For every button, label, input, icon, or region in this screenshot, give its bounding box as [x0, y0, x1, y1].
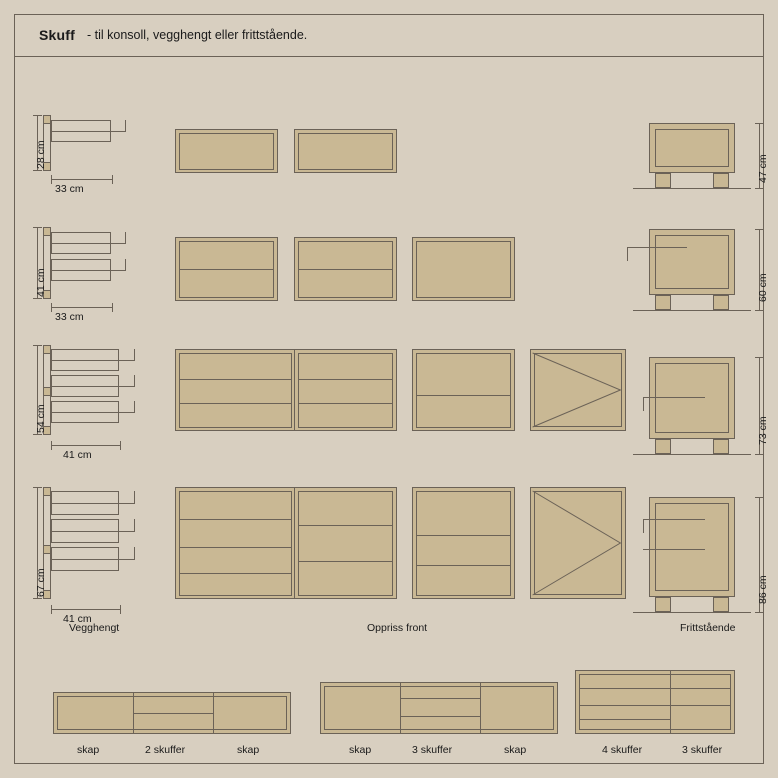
row1-width-label: 33 cm	[55, 183, 84, 195]
row1-right-dim-tick-top	[755, 123, 764, 124]
front-r1-c1-inner-right	[273, 133, 274, 169]
standing-r4-rail-1	[643, 519, 705, 520]
front-r2-c3-inner-top	[416, 241, 511, 242]
row4-dim-h-tick-l	[51, 605, 52, 614]
bottom-unit-3-inner	[579, 674, 731, 730]
row2-height-label: 41 cm	[35, 268, 47, 297]
front-r4-c1-inner-top	[179, 491, 292, 492]
row2-right-dim-tick-bot	[755, 310, 764, 311]
row3-right-dim-tick-bot	[755, 454, 764, 455]
front-r4-c1	[175, 487, 296, 599]
row4-right-dim-tick-bot	[755, 612, 764, 613]
row2-dim-horizontal	[51, 307, 113, 308]
front-r3-c3-inner-top	[416, 353, 511, 354]
row3-rail-1	[51, 360, 135, 361]
row2-rail-line-1	[51, 243, 126, 244]
row4-width-label: 41 cm	[63, 613, 92, 625]
front-r4-c3-inner-bottom	[416, 595, 511, 596]
front-r2-c1-inner-top	[179, 241, 274, 242]
standing-r2-inner	[655, 235, 729, 289]
standing-r4-plinth	[655, 597, 671, 612]
front-r3-c1-div2	[179, 403, 292, 404]
row4-dim-h-tick-r	[120, 605, 121, 614]
front-r4-c3	[412, 487, 515, 599]
row3-dim-tick-bot	[33, 434, 42, 435]
caption-free-standing: Frittstående	[680, 622, 736, 634]
row1-right-dim-tick-bot	[755, 188, 764, 189]
bottom-label-1-left: skap	[77, 744, 100, 756]
front-r4-c2-inner-left	[298, 491, 299, 595]
standing-r2-floor	[633, 310, 751, 311]
front-r2-c3-inner-left	[416, 241, 417, 297]
front-r3-c3-div1	[416, 395, 511, 396]
row1-right-label: 47 cm	[757, 154, 769, 183]
bottom-label-1-center: 2 skuffer	[145, 744, 186, 756]
row1-rail-end	[125, 120, 126, 132]
row3-right-dim-tick-top	[755, 357, 764, 358]
row3-dim-tick-top	[33, 345, 42, 346]
row3-right-label: 73 cm	[757, 416, 769, 445]
bottom-label-3-right: 3 skuffer	[682, 744, 723, 756]
row2-dim-tick-bot	[33, 298, 42, 299]
front-r2-c2-inner-right	[392, 241, 393, 297]
front-r3-c3-inner-left	[416, 353, 417, 427]
front-r2-c1-inner-right	[273, 241, 274, 297]
drawing-sheet	[14, 14, 769, 764]
standing-r4-rail-2	[643, 549, 705, 550]
front-r3-c2-inner-bottom	[298, 427, 393, 428]
row4-rail-1-end	[134, 491, 135, 504]
row3-rail-3-end	[134, 401, 135, 413]
standing-r2-plinth-2	[713, 295, 729, 310]
front-r3-c1-inner-top	[179, 353, 292, 354]
standing-r4-floor	[633, 612, 751, 613]
bottom-unit-1-inner	[57, 696, 287, 730]
front-r1-c2-inner-bottom	[298, 169, 393, 170]
standing-r1-floor	[633, 188, 751, 189]
front-r3-c1	[175, 349, 296, 431]
front-r4-c3-inner-left	[416, 491, 417, 595]
bottom-label-1-right: skap	[237, 744, 260, 756]
front-r4-c1-div3	[179, 573, 292, 574]
row2-dim-h-tick-r	[112, 303, 113, 312]
row1-height-label: 28 cm	[35, 140, 47, 169]
standing-r3-plinth-2	[713, 439, 729, 454]
front-r2-c3-inner-right	[510, 241, 511, 297]
row4-rail-2-end	[134, 519, 135, 532]
row3-rail-2-end	[134, 375, 135, 387]
row3-width-label: 41 cm	[63, 449, 92, 461]
front-r2-c1-inner-left	[179, 241, 180, 297]
caption-wall-mounted: Vegghengt	[69, 622, 120, 634]
front-r4-c3-div1	[416, 535, 511, 536]
front-r2-c3-inner-bottom	[416, 297, 511, 298]
front-r4-c1-div2	[179, 547, 292, 548]
front-r1-c1-inner-bottom	[179, 169, 274, 170]
front-r4-c1-inner-right	[291, 491, 292, 595]
standing-r4-post	[649, 509, 650, 597]
row4-dim-tick-bot	[33, 598, 42, 599]
row3-rail-1-end	[134, 349, 135, 361]
row3-rail-2	[51, 386, 135, 387]
bottom-label-2-right: skap	[504, 744, 527, 756]
front-r1-c1-inner-left	[179, 133, 180, 169]
standing-r4-plinth-2	[713, 597, 729, 612]
front-r3-c2-inner-top	[298, 353, 393, 354]
row4-right-dim-tick-top	[755, 497, 764, 498]
row2-wall-plate-top	[43, 227, 51, 236]
front-r3-c2	[294, 349, 397, 431]
front-r4-c3-inner-top	[416, 491, 511, 492]
front-r3-c3-inner-right	[510, 353, 511, 427]
row1-rail-line	[51, 131, 126, 132]
front-r2-c2-inner-top	[298, 241, 393, 242]
standing-r2-rail	[627, 247, 687, 248]
bottom-label-2-left: skap	[349, 744, 372, 756]
row2-rail-end-1	[125, 232, 126, 244]
page-subtitle: - til konsoll, vegghengt eller frittstående.	[87, 28, 308, 42]
front-r4-c1-inner-left	[179, 491, 180, 595]
row1-dim-h-tick-right	[112, 175, 113, 184]
front-r1-c1-inner-top	[179, 133, 274, 134]
front-r4-c2	[294, 487, 397, 599]
standing-r1-inner	[655, 129, 729, 167]
row1-dim-h-tick-left	[51, 175, 52, 184]
standing-r3-post	[649, 387, 650, 439]
front-r2-c2-inner-bottom	[298, 297, 393, 298]
bottom-label-3-left: 4 skuffer	[602, 744, 643, 756]
front-r4-c2-div1	[298, 525, 393, 526]
row4-rail-1	[51, 503, 135, 504]
front-r1-c2-inner-right	[392, 133, 393, 169]
row4-dim-tick-top	[33, 487, 42, 488]
row1-dim-vertical-tick-bottom	[33, 170, 42, 171]
row1-dim-horizontal	[51, 179, 113, 180]
front-r1-c2	[294, 129, 397, 173]
row1-wall-plate-top	[43, 115, 51, 124]
standing-r3-floor	[633, 454, 751, 455]
front-r2-c2-div	[298, 269, 393, 270]
row4-right-label: 86 cm	[757, 575, 769, 604]
page-title: Skuff	[39, 27, 75, 43]
drawing-canvas	[15, 57, 769, 765]
row3-wall-plate-top	[43, 345, 51, 354]
standing-r3-inner	[655, 363, 729, 433]
front-r4-c4-inner	[534, 491, 622, 595]
row3-wall-plate-mid	[43, 387, 51, 396]
front-r2-c3	[412, 237, 515, 301]
front-r3-c1-inner-right	[291, 353, 292, 427]
front-r4-c3-div2	[416, 565, 511, 566]
row4-rail-3-end	[134, 547, 135, 560]
front-r1-c2-inner-left	[298, 133, 299, 169]
front-r1-c2-inner-top	[298, 133, 393, 134]
front-r2-c1-div	[179, 269, 274, 270]
row1-dim-vertical-tick-top	[33, 115, 42, 116]
bottom-label-2-center: 3 skuffer	[412, 744, 453, 756]
front-r3-c2-div2	[298, 403, 393, 404]
standing-r2-rail-end	[627, 247, 628, 261]
row3-height-label: 54 cm	[35, 404, 47, 433]
front-r2-c1-inner-bottom	[179, 297, 274, 298]
standing-r4-rail-1-end	[643, 519, 644, 533]
row2-dim-tick-top	[33, 227, 42, 228]
front-r3-c2-inner-left	[298, 353, 299, 427]
front-r4-c2-inner-right	[392, 491, 393, 595]
row3-rail-3	[51, 412, 135, 413]
front-r4-c2-div2	[298, 561, 393, 562]
standing-r3-rail-1-end	[643, 397, 644, 411]
front-r3-c2-inner-right	[392, 353, 393, 427]
standing-r3-plinth	[655, 439, 671, 454]
front-r2-c2-inner-left	[298, 241, 299, 297]
front-r1-c1	[175, 129, 278, 173]
front-r4-c2-inner-bottom	[298, 595, 393, 596]
front-r3-c1-div1	[179, 379, 292, 380]
sheet-header	[15, 15, 763, 57]
caption-front-elevation: Oppriss front	[367, 622, 428, 634]
front-r3-c2-div1	[298, 379, 393, 380]
front-r4-c2-inner-top	[298, 491, 393, 492]
row3-dim-h-tick-l	[51, 441, 52, 450]
standing-r2-plinth	[655, 295, 671, 310]
front-r4-c1-div1	[179, 519, 292, 520]
row2-width-label: 33 cm	[55, 311, 84, 323]
row2-rail-line-2	[51, 270, 126, 271]
front-r3-c3-inner-bottom	[416, 427, 511, 428]
row4-dim-horizontal	[51, 609, 121, 610]
row4-wall-plate-mid	[43, 545, 51, 554]
row4-wall-plate-top	[43, 487, 51, 496]
row2-right-dim-tick-top	[755, 229, 764, 230]
front-r3-c4-inner	[534, 353, 622, 427]
bottom-unit-2-inner	[324, 686, 554, 730]
row4-rail-2	[51, 531, 135, 532]
row2-right-label: 60 cm	[757, 273, 769, 302]
standing-r3-rail-1	[643, 397, 705, 398]
row3-dim-horizontal	[51, 445, 121, 446]
standing-r1-plinth-2	[713, 173, 729, 188]
front-r3-c1-inner-bottom	[179, 427, 292, 428]
row4-rail-3	[51, 559, 135, 560]
front-r4-c3-inner-right	[510, 491, 511, 595]
front-r4-c1-inner-bottom	[179, 595, 292, 596]
front-r3-c1-inner-left	[179, 353, 180, 427]
row4-height-label: 67 cm	[35, 568, 47, 597]
front-r3-c3	[412, 349, 515, 431]
row3-dim-h-tick-r	[120, 441, 121, 450]
row2-rail-end-2	[125, 259, 126, 271]
row2-dim-h-tick-l	[51, 303, 52, 312]
standing-r1-plinth	[655, 173, 671, 188]
standing-r4-inner	[655, 503, 729, 591]
